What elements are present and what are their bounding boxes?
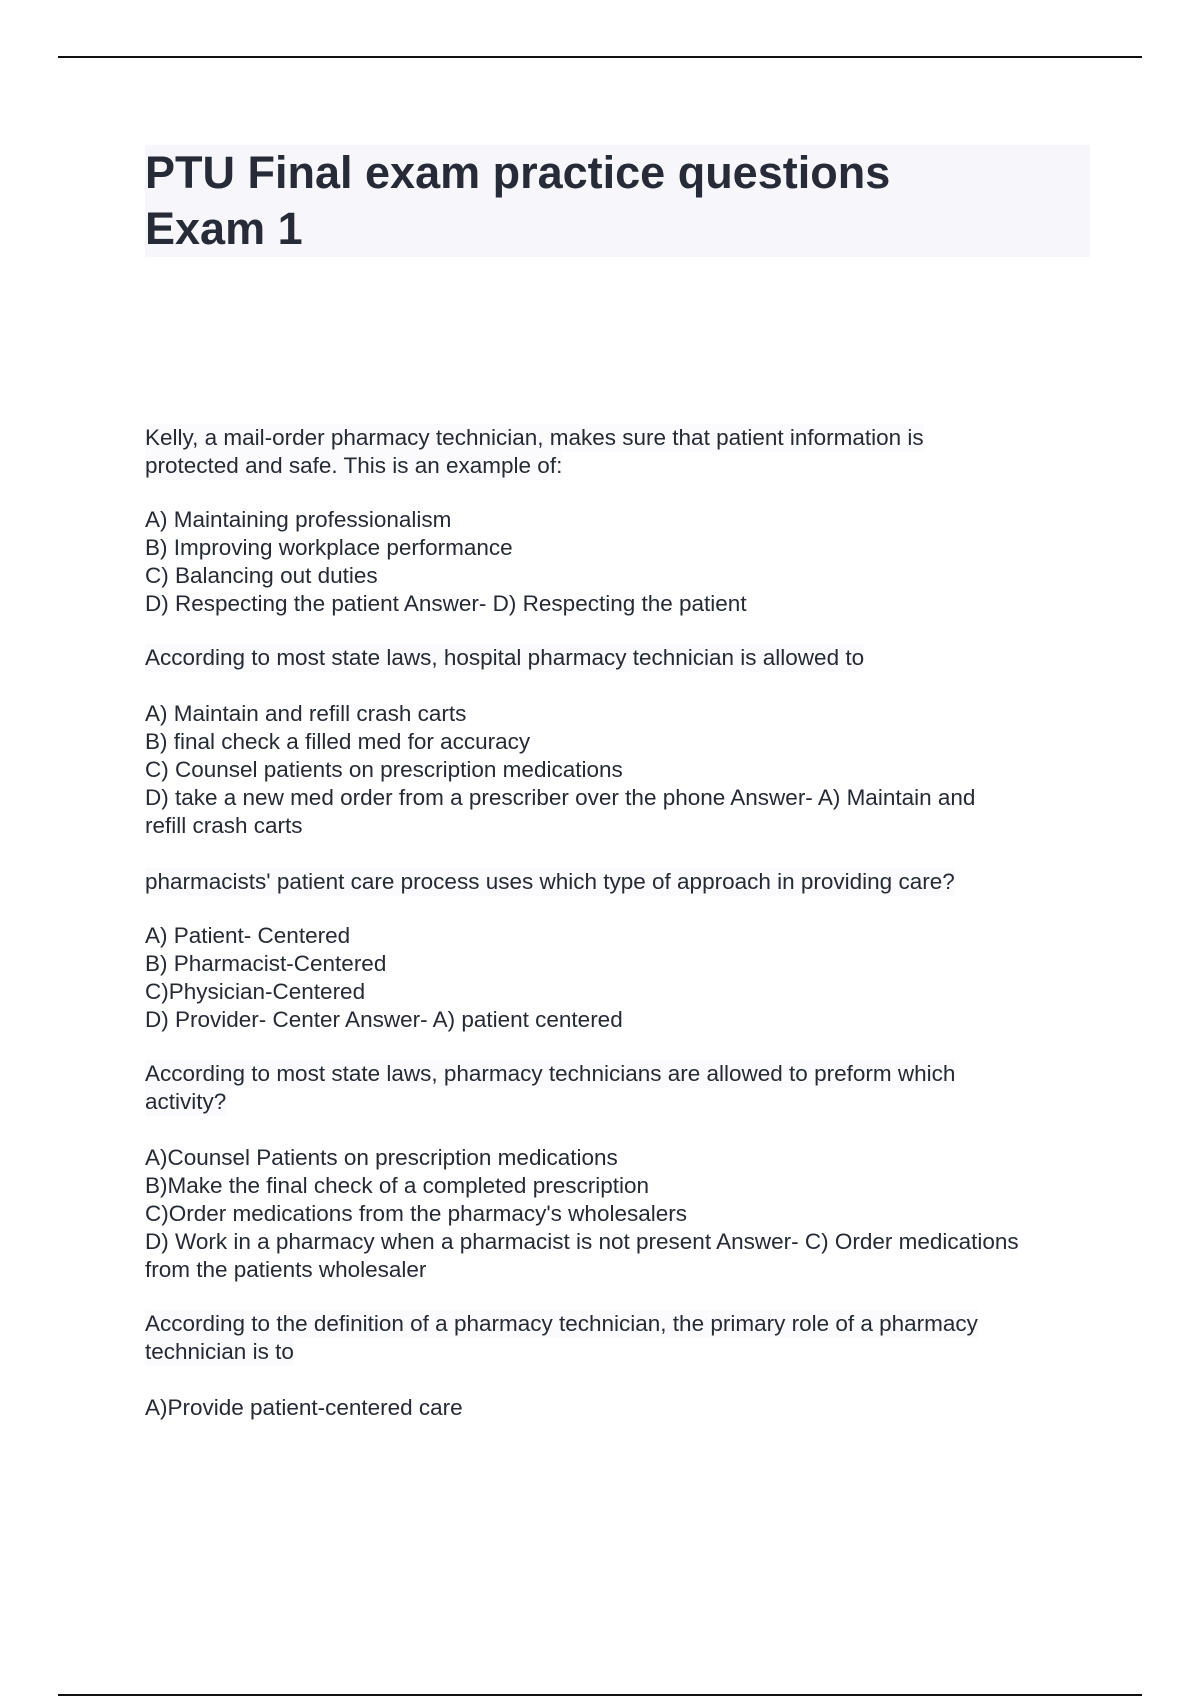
question-block-2 bbox=[145, 644, 1095, 840]
question-line: According to most state laws, pharmacy technicians are allowed to preform which bbox=[145, 1061, 956, 1086]
question-line: According to most state laws, hospital pharmacy technician is allowed to bbox=[145, 645, 865, 670]
header-rule bbox=[58, 56, 1142, 58]
option-line: D) Respecting the patient Answer- D) Respecting the patient bbox=[145, 591, 747, 616]
option-line: C) Balancing out duties bbox=[145, 563, 378, 588]
option-line: D) Work in a pharmacy when a pharmacist is not present Answer- C) Order medications bbox=[145, 1229, 1019, 1254]
option-list bbox=[145, 922, 1095, 1034]
option-line: A) Maintaining professionalism bbox=[145, 507, 452, 532]
question-text bbox=[145, 644, 1095, 672]
option-line: C)Physician-Centered bbox=[145, 979, 366, 1004]
option-line: A)Provide patient-centered care bbox=[145, 1395, 463, 1420]
option-line: A)Counsel Patients on prescription medications bbox=[145, 1145, 618, 1170]
question-block-1 bbox=[145, 424, 1095, 618]
option-line: refill crash carts bbox=[145, 813, 303, 838]
option-line: B) Pharmacist-Centered bbox=[145, 951, 387, 976]
option-line: B) final check a filled med for accuracy bbox=[145, 729, 531, 754]
question-block-5 bbox=[145, 1310, 1095, 1422]
option-line: from the patients wholesaler bbox=[145, 1257, 427, 1282]
question-text bbox=[145, 868, 1095, 896]
question-line: pharmacists' patient care process uses which type of approach in providing care? bbox=[145, 869, 955, 894]
question-text bbox=[145, 1060, 1095, 1116]
question-line: According to the definition of a pharmacy technician, the primary role of a pharmacy bbox=[145, 1311, 978, 1336]
question-text bbox=[145, 424, 1095, 480]
option-line: A) Maintain and refill crash carts bbox=[145, 701, 467, 726]
option-line: A) Patient- Centered bbox=[145, 923, 351, 948]
option-line: D) take a new med order from a prescriber over the phone Answer- A) Maintain and bbox=[145, 785, 976, 810]
question-block-4 bbox=[145, 1060, 1095, 1284]
option-line: C) Counsel patients on prescription medications bbox=[145, 757, 623, 782]
document-title bbox=[145, 145, 1090, 257]
question-text bbox=[145, 1310, 1095, 1366]
option-list bbox=[145, 700, 1095, 840]
option-list bbox=[145, 506, 1095, 618]
option-line: C)Order medications from the pharmacy's wholesalers bbox=[145, 1201, 687, 1226]
title-line-1: PTU Final exam practice questions bbox=[145, 147, 891, 198]
question-line: protected and safe. This is an example of: bbox=[145, 453, 563, 478]
option-line: D) Provider- Center Answer- A) patient centered bbox=[145, 1007, 623, 1032]
option-line: B) Improving workplace performance bbox=[145, 535, 513, 560]
document-body bbox=[145, 424, 1095, 1422]
footer-rule bbox=[58, 1694, 1142, 1696]
option-list bbox=[145, 1144, 1095, 1284]
title-line-2: Exam 1 bbox=[145, 203, 303, 254]
question-line: Kelly, a mail-order pharmacy technician, makes sure that patient information is bbox=[145, 425, 924, 450]
question-line: activity? bbox=[145, 1089, 227, 1114]
question-line: technician is to bbox=[145, 1339, 294, 1364]
question-block-3 bbox=[145, 868, 1095, 1034]
option-line: B)Make the final check of a completed prescription bbox=[145, 1173, 649, 1198]
option-list bbox=[145, 1394, 1095, 1422]
